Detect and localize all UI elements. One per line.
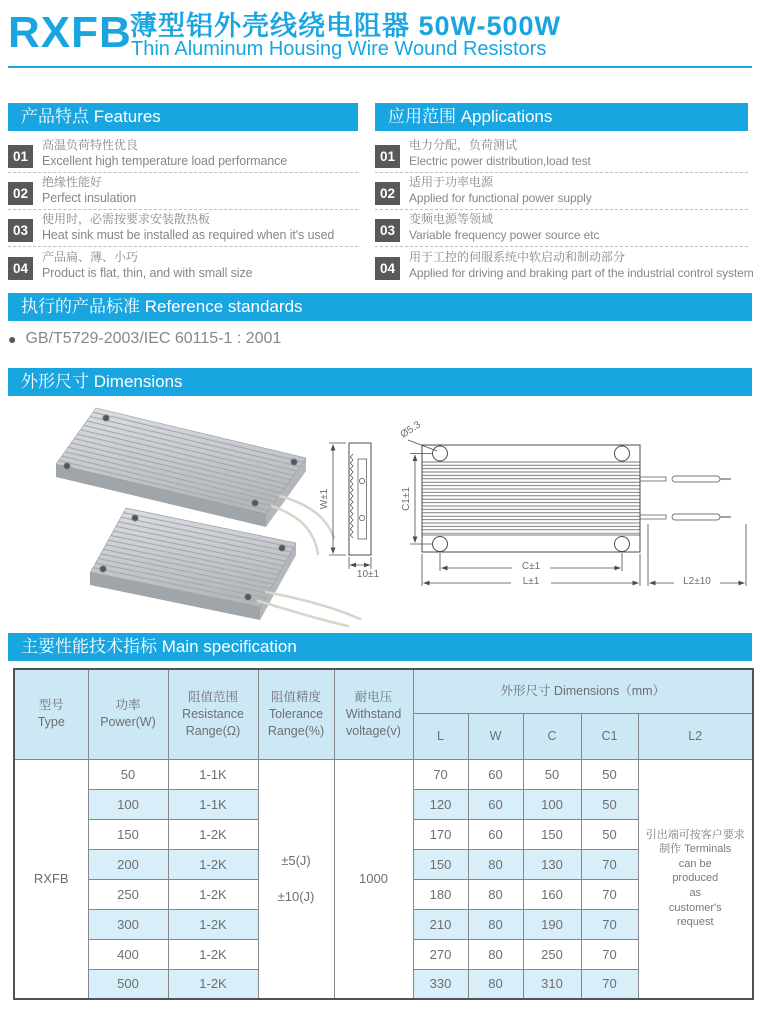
dim-W-cell: 80 xyxy=(468,879,523,909)
power-cell: 400 xyxy=(88,939,168,969)
dim-C-cell: 150 xyxy=(523,819,581,849)
dim-label-l2: L2±10 xyxy=(683,576,711,587)
dim-C-cell: 100 xyxy=(523,789,581,819)
feature-text-zh: 使用时，必需按要求安装散热板 xyxy=(42,212,211,226)
dim-label-l: L±1 xyxy=(522,576,540,587)
dim-label-c1: C1±1 xyxy=(401,487,412,511)
item-number-badge: 02 xyxy=(375,182,400,205)
l2-note-cell: 引出端可按客户要求 制作 Terminals can be produced as customer's request xyxy=(638,759,753,999)
col-header-power: 功率 Power(W) xyxy=(88,669,168,759)
dimensions-drawing xyxy=(8,396,752,628)
feature-item xyxy=(8,210,358,247)
dim-C-cell: 50 xyxy=(523,759,581,789)
application-item xyxy=(375,247,754,284)
col-header-dimensions: 外形尺寸 Dimensions（mm） xyxy=(413,669,753,713)
range-cell: 1-2K xyxy=(168,849,258,879)
dim-C1-cell: 70 xyxy=(581,909,638,939)
col-header-C1: C1 xyxy=(581,713,638,759)
col-header-resistance: 阻值范围 Resistance Range(Ω) xyxy=(168,669,258,759)
dim-C1-cell: 70 xyxy=(581,849,638,879)
col-header-W: W xyxy=(468,713,523,759)
item-number-badge: 01 xyxy=(8,145,33,168)
applications-heading: 应用范围 Applications xyxy=(375,103,748,131)
dim-label-thickness: 10±1 xyxy=(356,569,380,580)
dim-C1-cell: 50 xyxy=(581,759,638,789)
dim-L-cell: 170 xyxy=(413,819,468,849)
feature-text-en: Excellent high temperature load performance xyxy=(42,154,288,168)
dim-C-cell: 310 xyxy=(523,969,581,999)
tolerance-cell: ±5(J) ±10(J) xyxy=(258,759,334,999)
application-text-en: Applied for driving and braking part of the industrial control system xyxy=(409,266,754,280)
dim-W-cell: 80 xyxy=(468,909,523,939)
col-header-tolerance: 阻值精度 Tolerance Range(%) xyxy=(258,669,334,759)
col-header-L2: L2 xyxy=(638,713,753,759)
dim-C1-cell: 50 xyxy=(581,819,638,849)
feature-text-zh: 高温负荷特性优良 xyxy=(42,138,139,152)
range-cell: 1-1K xyxy=(168,759,258,789)
features-heading: 产品特点 Features xyxy=(8,103,358,131)
application-text-zh: 适用于功率电源 xyxy=(409,175,494,189)
application-item xyxy=(375,173,748,210)
page-header xyxy=(8,0,752,68)
model-name: RXFB xyxy=(8,8,132,57)
feature-text-en: Heat sink must be installed as required when it's used xyxy=(42,228,335,242)
item-number-badge: 03 xyxy=(8,219,33,242)
application-text-en: Applied for functional power supply xyxy=(409,191,592,205)
item-number-badge: 04 xyxy=(8,257,33,280)
spec-table-container xyxy=(13,668,752,1000)
feature-text-en: Product is flat, thin, and with small size xyxy=(42,266,253,280)
dim-C1-cell: 70 xyxy=(581,969,638,999)
side-view-drawing xyxy=(319,443,380,580)
range-cell: 1-2K xyxy=(168,819,258,849)
col-header-L: L xyxy=(413,713,468,759)
product-photo-square xyxy=(90,508,360,626)
dim-C1-cell: 50 xyxy=(581,789,638,819)
dim-W-cell: 80 xyxy=(468,939,523,969)
dim-C1-cell: 70 xyxy=(581,879,638,909)
dim-label-c: C±1 xyxy=(521,561,541,572)
application-text-en: Variable frequency power source etc xyxy=(409,228,600,242)
dim-L-cell: 180 xyxy=(413,879,468,909)
item-number-badge: 01 xyxy=(375,145,400,168)
application-item xyxy=(375,210,748,247)
power-cell: 250 xyxy=(88,879,168,909)
dim-W-cell: 80 xyxy=(468,849,523,879)
bullet-icon: ● xyxy=(8,331,17,347)
feature-item xyxy=(8,136,358,173)
range-cell: 1-2K xyxy=(168,939,258,969)
feature-text-zh: 产品扁、薄、小巧 xyxy=(42,250,139,264)
range-cell: 1-2K xyxy=(168,909,258,939)
voltage-cell: 1000 xyxy=(334,759,413,999)
dim-W-cell: 60 xyxy=(468,819,523,849)
application-text-zh: 电力分配，负荷测试 xyxy=(409,138,518,152)
item-number-badge: 04 xyxy=(375,257,400,280)
dim-W-cell: 60 xyxy=(468,789,523,819)
power-cell: 300 xyxy=(88,909,168,939)
terminal-leads xyxy=(640,476,731,520)
feature-item xyxy=(8,173,358,210)
power-cell: 100 xyxy=(88,789,168,819)
dim-L-cell: 210 xyxy=(413,909,468,939)
col-header-voltage: 耐电压 Withstand voltage(v) xyxy=(334,669,413,759)
standards-value xyxy=(8,330,281,348)
table-row xyxy=(14,759,753,789)
dim-L-cell: 150 xyxy=(413,849,468,879)
top-view-drawing xyxy=(399,419,746,587)
dim-L-cell: 120 xyxy=(413,789,468,819)
power-cell: 500 xyxy=(88,969,168,999)
dim-C-cell: 190 xyxy=(523,909,581,939)
type-cell: RXFB xyxy=(14,759,88,999)
dim-C1-cell: 70 xyxy=(581,939,638,969)
application-text-zh: 用于工控的伺服系统中软启动和制动部分 xyxy=(409,250,626,264)
dimensions-heading: 外形尺寸 Dimensions xyxy=(8,368,752,396)
dim-L-cell: 270 xyxy=(413,939,468,969)
col-header-type: 型号 Type xyxy=(14,669,88,759)
dim-L-cell: 70 xyxy=(413,759,468,789)
col-header-C: C xyxy=(523,713,581,759)
application-text-en: Electric power distribution,load test xyxy=(409,154,591,168)
range-cell: 1-2K xyxy=(168,879,258,909)
power-cell: 50 xyxy=(88,759,168,789)
power-cell: 150 xyxy=(88,819,168,849)
applications-list xyxy=(375,136,754,284)
feature-item xyxy=(8,247,358,284)
dim-C-cell: 250 xyxy=(523,939,581,969)
application-item xyxy=(375,136,748,173)
item-number-badge: 02 xyxy=(8,182,33,205)
dim-label-hole: Ø5.3 xyxy=(398,419,423,441)
spec-table xyxy=(13,668,754,1000)
power-cell: 200 xyxy=(88,849,168,879)
range-cell: 1-2K xyxy=(168,969,258,999)
spec-heading: 主要性能技术指标 Main specification xyxy=(8,633,752,661)
feature-text-en: Perfect insulation xyxy=(42,191,137,205)
dim-label-w: W±1 xyxy=(319,488,330,510)
page-title-zh: 薄型铝外壳线绕电阻器 50W-500W xyxy=(130,11,562,41)
page-title-en: Thin Aluminum Housing Wire Wound Resistors xyxy=(131,38,547,60)
standards-heading: 执行的产品标准 Reference standards xyxy=(8,293,752,321)
feature-text-zh: 绝缘性能好 xyxy=(42,175,103,189)
application-text-zh: 变频电源等领域 xyxy=(409,212,494,226)
features-list xyxy=(8,136,358,284)
dim-C-cell: 130 xyxy=(523,849,581,879)
dim-W-cell: 80 xyxy=(468,969,523,999)
range-cell: 1-1K xyxy=(168,789,258,819)
item-number-badge: 03 xyxy=(375,219,400,242)
standards-text: GB/T5729-2003/IEC 60115-1 : 2001 xyxy=(25,330,282,347)
dim-W-cell: 60 xyxy=(468,759,523,789)
dim-L-cell: 330 xyxy=(413,969,468,999)
dim-C-cell: 160 xyxy=(523,879,581,909)
